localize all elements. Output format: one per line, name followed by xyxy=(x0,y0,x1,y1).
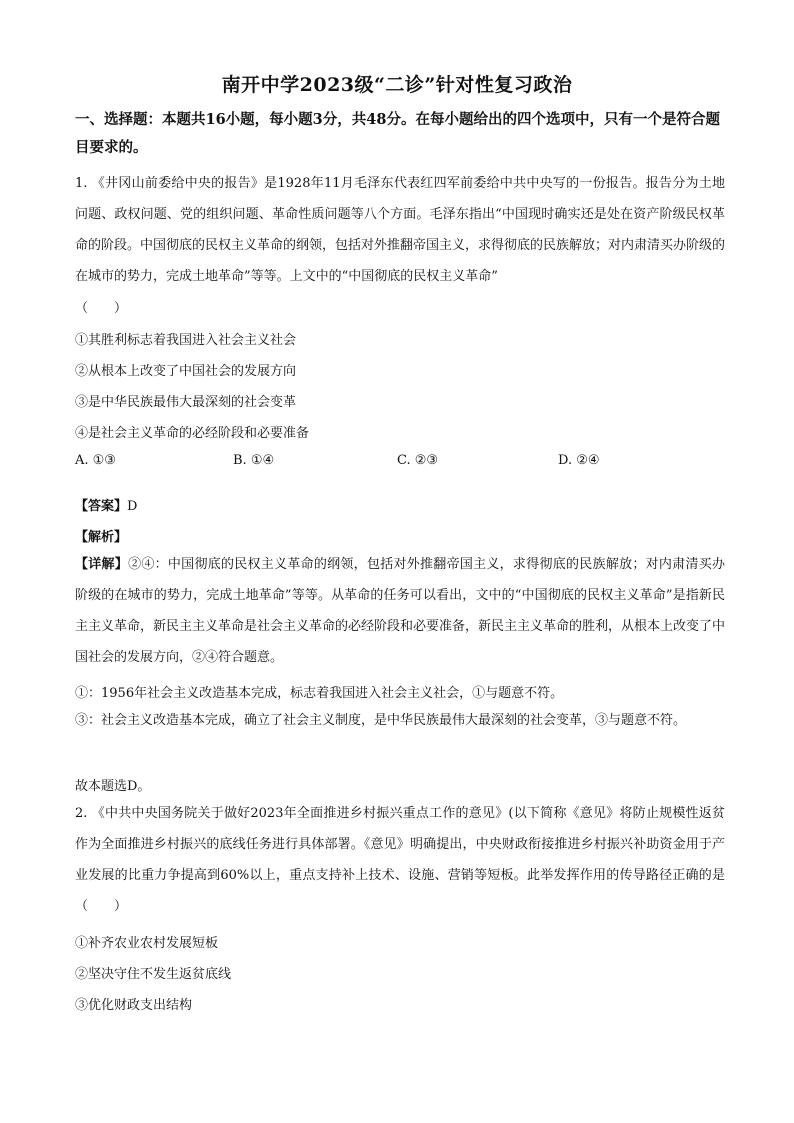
question-1-option-c: C. ②③ xyxy=(397,453,439,468)
detail-text: ②④：中国彻底的民权主义革命的纲领，包括对外推翻帝国主义，求得彻底的民族解放；对内肃清买办阶级的在城市的势力，完成土地革命”等等。从革命的任务可以看出，文中的“中国彻底的民权主义革命”是指新民主主义革命，新民主主义革命是社会主义革命的必经阶段和必要准备，新民主主义革命的胜利，从根本上改变了中国社会的发展方向，②④符合题意。 xyxy=(75,557,726,665)
answer-value: D xyxy=(127,499,138,514)
question-1-statement-1: ①其胜利标志着我国进入社会主义社会 xyxy=(75,333,297,348)
question-1-statement-2: ②从根本上改变了中国社会的发展方向 xyxy=(75,364,297,379)
question-2-statement-2: ②坚决守住不发生返贫底线 xyxy=(75,967,232,982)
question-1-option-b: B. ①④ xyxy=(233,453,275,468)
question-1-detail xyxy=(75,549,725,673)
question-1-option-d: D. ②④ xyxy=(558,453,600,468)
question-1-option-a: A. ①③ xyxy=(75,453,116,468)
question-1-blank: （ ） xyxy=(75,301,128,316)
question-1-stem: 1. 《井冈山前委给中央的报告》是1928年11月毛泽东代表红四军前委给中共中央写的一份报告。报告分为土地问题、政权问题、党的组织问题、革命性质问题等八个方面。毛泽东指出“中国现时确实还是处在资产阶级民权革命的阶段。中国彻底的民权主义革命的纲领，包括对外推翻帝国主义，求得彻底的民族解放；对内肃清买办阶级的在城市的势力，完成土地革命”等等。上文中的“中国彻底的民权主义革命” xyxy=(75,176,726,284)
page-title: 南开中学2023级“二诊”针对性复习政治 xyxy=(221,74,573,96)
question-1-statement-4: ④是社会主义革命的必经阶段和必要准备 xyxy=(75,426,310,441)
question-1-conclusion: 故本题选D。 xyxy=(75,779,151,794)
question-1-statement-3: ③是中华民族最伟大最深刻的社会变革 xyxy=(75,395,297,410)
detail-tag: 【详解】 xyxy=(75,557,129,572)
question-1-note-2: ③：社会主义改造基本完成，确立了社会主义制度，是中华民族最伟大最深刻的社会变革，③与题意不符。 xyxy=(75,713,687,728)
question-2-statement-3: ③优化财政支出结构 xyxy=(75,998,193,1013)
answer-tag: 【答案】 xyxy=(75,499,128,514)
question-1-answer xyxy=(75,495,137,514)
analysis-tag: 【解析】 xyxy=(75,530,128,545)
section-heading: 一、选择题：本题共16小题，每小题3分，共48分。在每小题给出的四个选项中，只有一个是符合题目要求的。 xyxy=(75,111,720,156)
question-2-statement-1: ①补齐农业农村发展短板 xyxy=(75,936,219,951)
question-1-note-1: ①：1956年社会主义改造基本完成，标志着我国进入社会主义社会，①与题意不符。 xyxy=(75,686,564,701)
question-2-stem: 2. 《中共中央国务院关于做好2023年全面推进乡村振兴重点工作的意见》(以下简称《意见》将防止规模性返贫作为全面推进乡村振兴的底线任务进行具体部署。《意见》明确提出，中央财政衔接推进乡村振兴补助资金用于产业发展的比重力争提高到60%以上，重点支持补上技术、设施、营销等短板。此举发挥作用的传导路径正确的是（ ） xyxy=(75,806,725,914)
